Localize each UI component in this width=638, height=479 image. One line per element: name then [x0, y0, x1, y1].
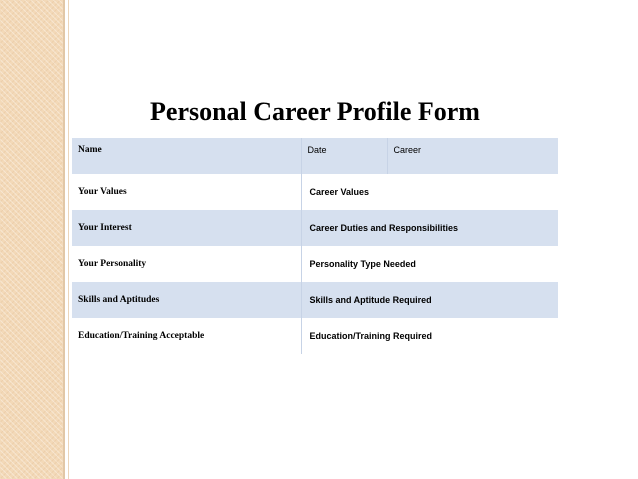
date-label: Date [301, 138, 387, 174]
education-acceptable-label: Education/Training Acceptable [78, 331, 205, 341]
your-interest-label: Your Interest [72, 210, 301, 246]
side-divider-line-thin [68, 0, 69, 479]
your-values-label: Your Values [78, 187, 127, 197]
skills-aptitudes-label: Skills and Aptitudes [72, 282, 301, 318]
decorative-side-band [0, 0, 63, 479]
career-profile-table [72, 138, 558, 354]
career-values-label: Career Values [301, 174, 558, 210]
table-row [72, 174, 558, 210]
header-row [72, 138, 558, 174]
table-row [72, 210, 558, 246]
table-row [72, 246, 558, 282]
your-personality-label: Your Personality [78, 259, 147, 269]
table-row [72, 282, 558, 318]
personality-type-label: Personality Type Needed [301, 246, 558, 282]
career-duties-label: Career Duties and Responsibilities [301, 210, 558, 246]
education-required-label: Education/Training Required [301, 318, 558, 354]
table-row [72, 318, 558, 354]
side-divider-line [63, 0, 65, 479]
form-title: Personal Career Profile Form [150, 97, 480, 126]
name-label: Name [72, 138, 301, 174]
career-label: Career [387, 138, 558, 174]
skills-required-label: Skills and Aptitude Required [301, 282, 558, 318]
